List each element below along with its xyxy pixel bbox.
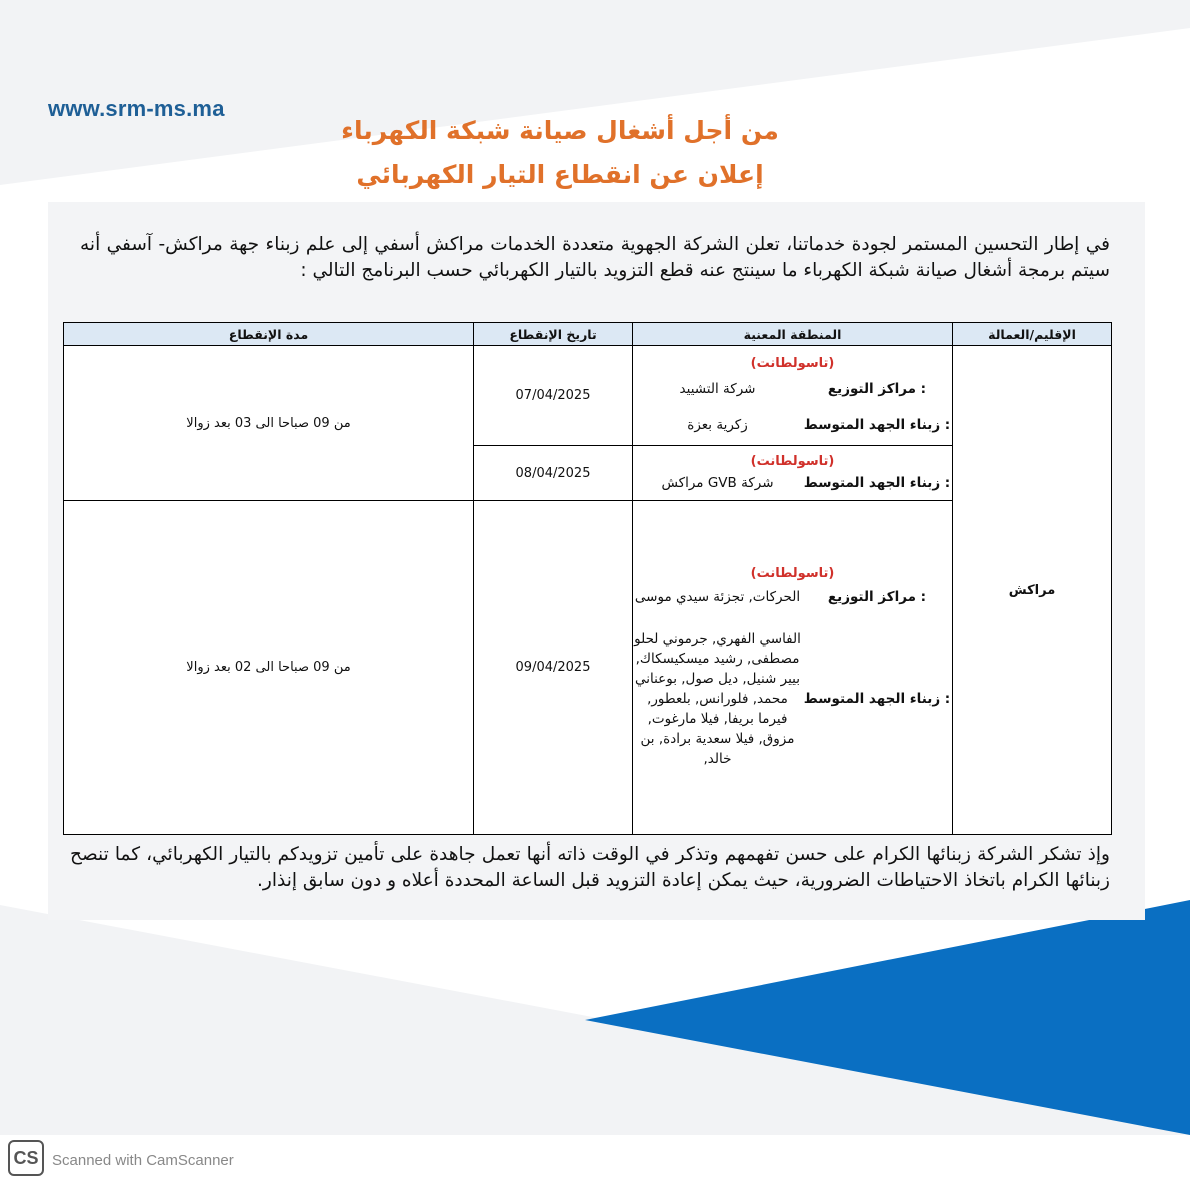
header-region: الإقليم/العمالة	[953, 323, 1112, 346]
table-row	[64, 346, 1112, 446]
top-grey-band	[0, 0, 1190, 185]
closing-paragraph: وإذ تشكر الشركة زبنائها الكرام على حسن تفهمهم وتذكر في الوقت ذاته أنها تعمل جاهدة على تأمين تزويدكم بالتيار الكهربائي، كما تنصح زبنائها الكرام باتخاذ الاحتياطات الضرورية، حيث يمكن إعادة التزويد قبل الساعة المحددة أعلاه و دون سابق إنذار.	[70, 844, 1110, 891]
zone-value: الفاسي الفهري, جرموني لحلو مصطفى, رشيد ميسكيسكاك, بيير شنيل, ديل صول, بوعناني محمد, فلورانس, بلعطور, فيرما بريفا, فيلا مارغوت, مزوق, فيلا سعدية برادة, بن خالد,	[634, 631, 801, 767]
zone-line	[633, 587, 952, 607]
duration-cell: من 09 صباحا الى 02 بعد زوالا	[64, 501, 474, 835]
zone-value: شركة GVB مراكش	[661, 474, 774, 491]
header-duration: مدة الإنقطاع	[64, 323, 474, 346]
camscanner-logo-icon: CS	[8, 1140, 44, 1176]
website-url[interactable]: www.srm-ms.ma	[48, 96, 225, 121]
zone-title: (تاسولطانت)	[750, 566, 835, 581]
title-line-2: إعلان عن انقطاع التيار الكهربائي	[356, 160, 764, 189]
title-line-1: من أجل أشغال صيانة شبكة الكهرباء	[341, 116, 779, 145]
zone-title: (تاسولطانت)	[750, 356, 835, 371]
zone-value: زكرية بعزة	[687, 417, 748, 433]
zone-label: : زبناء الجهد المتوسط	[803, 417, 951, 433]
zone-label: : زبناء الجهد المتوسط	[803, 691, 951, 707]
zone-cell	[633, 501, 953, 835]
scanner-watermark: Scanned with CamScanner	[52, 1152, 234, 1169]
zone-line	[633, 629, 952, 769]
date-cell: 09/04/2025	[474, 501, 633, 835]
zone-line	[633, 473, 952, 493]
table-header-row	[64, 323, 1112, 346]
header-zone: المنطقة المعنية	[633, 323, 953, 346]
date-cell: 07/04/2025	[474, 346, 633, 446]
zone-title: (تاسولطانت)	[750, 453, 835, 469]
zone-label: : زبناء الجهد المتوسط	[803, 474, 951, 491]
region-cell: مراكش	[953, 346, 1112, 835]
zone-cell	[633, 446, 953, 501]
zone-value: شركة التشييد	[679, 381, 756, 397]
header-date: تاريخ الإنقطاع	[474, 323, 633, 346]
duration-cell: من 09 صباحا الى 03 بعد زوالا	[64, 346, 474, 501]
zone-label: : مراكز التوزيع	[827, 589, 927, 605]
date-cell: 08/04/2025	[474, 446, 633, 501]
zone-line	[633, 415, 952, 435]
intro-paragraph: في إطار التحسين المستمر لجودة خدماتنا، تعلن الشركة الجهوية متعددة الخدمات مراكش أسفي إلى علم زبناء جهة مراكش- آسفي أنه سيتم برمجة أشغال صيانة شبكة الكهرباء ما سينتج عنه قطع التزويد بالتيار الكهربائي حسب البرنامج التالي :	[80, 234, 1110, 281]
zone-label: : مراكز التوزيع	[827, 381, 927, 397]
schedule-table	[63, 322, 1112, 835]
zone-cell	[633, 346, 953, 446]
zone-line	[633, 379, 952, 399]
zone-value: الحركات, تجزئة سيدي موسى	[634, 589, 801, 605]
